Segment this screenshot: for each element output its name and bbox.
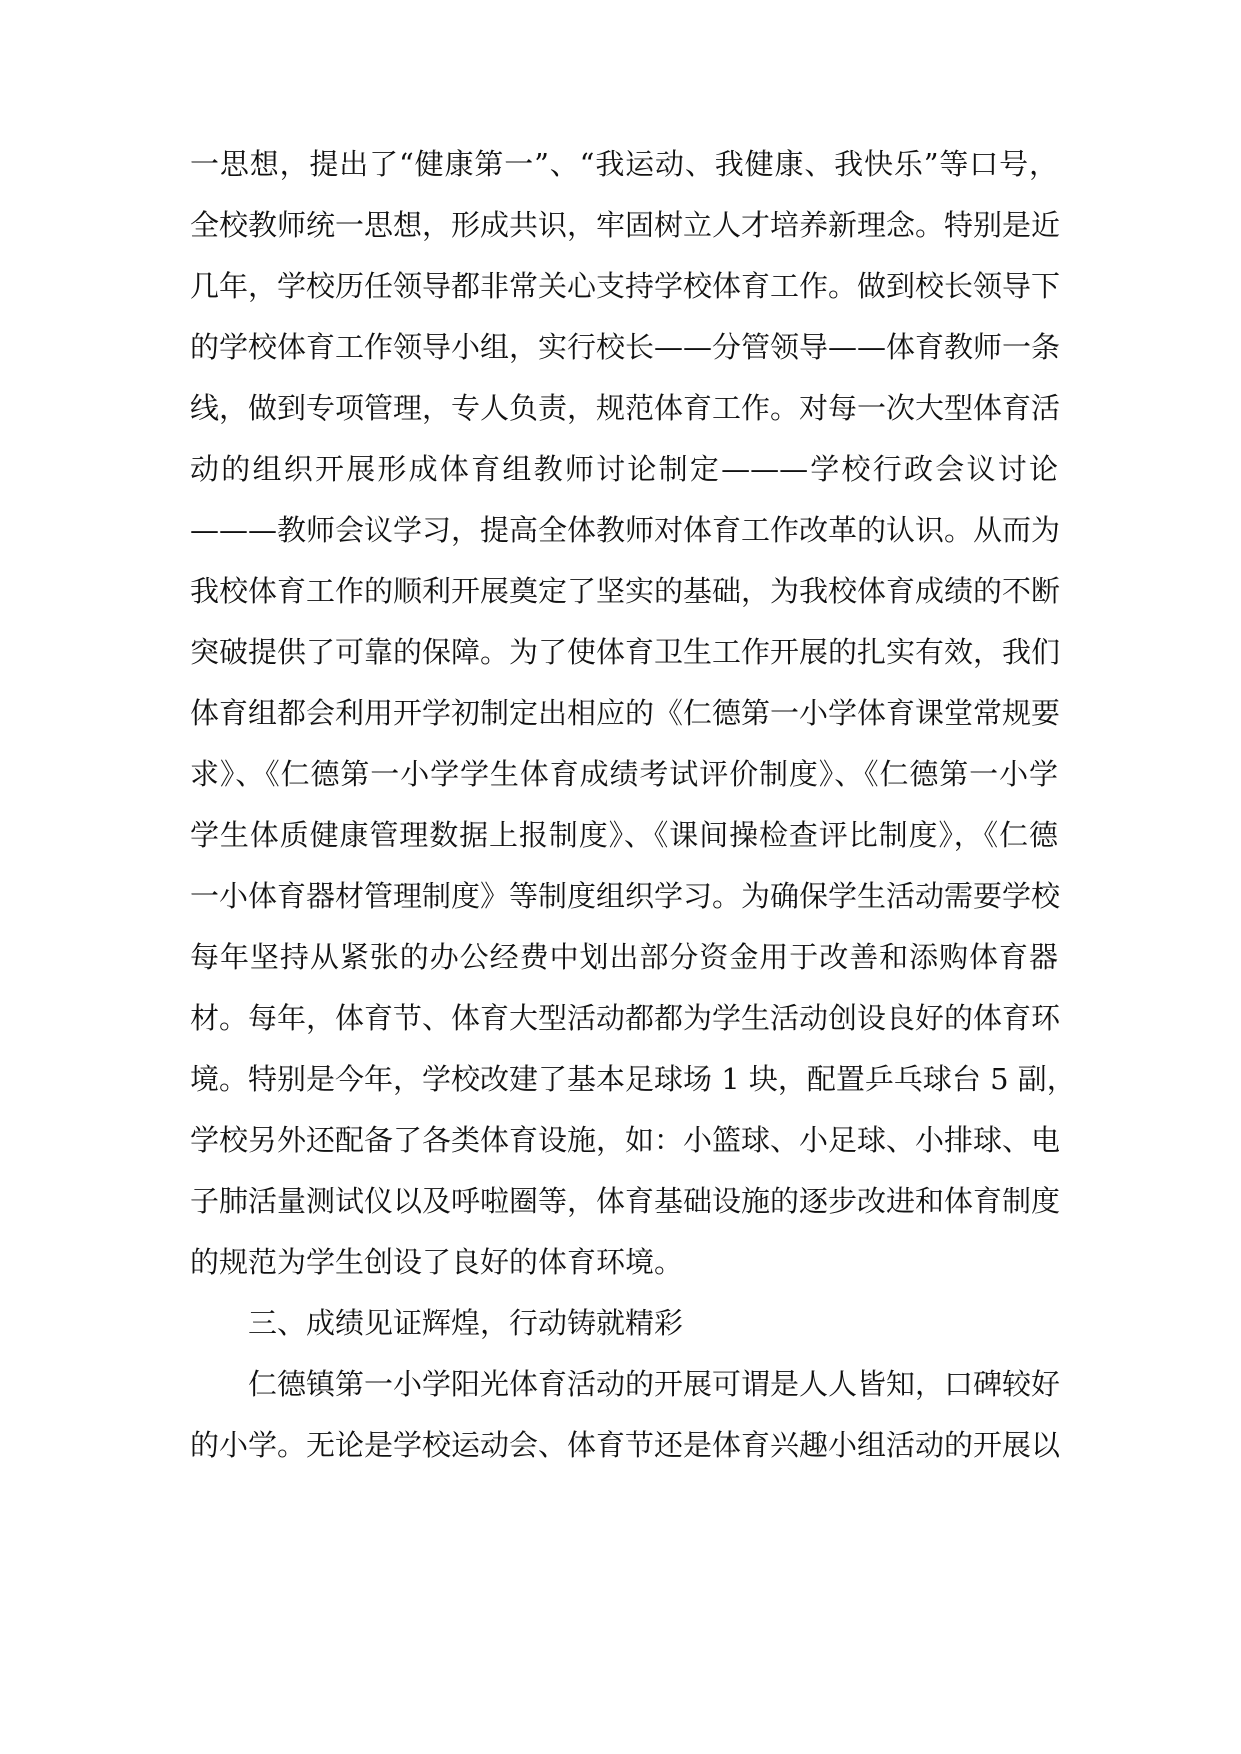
text-line: 一思想，提出了“健康第一”、“我运动、我健康、我快乐”等口号， (190, 147, 1058, 181)
text-line: 学校另外还配备了各类体育设施，如：小篮球、小足球、小排球、电 (190, 1123, 1061, 1157)
text-line: 的学校体育工作领导小组，实行校长——分管领导——体育教师一条 (190, 330, 1061, 364)
text-line: 全校教师统一思想，形成共识，牢固树立人才培养新理念。特别是近 (190, 208, 1061, 242)
text-line: 突破提供了可靠的保障。为了使体育卫生工作开展的扎实有效，我们 (190, 635, 1061, 669)
text-line: 子肺活量测试仪以及呼啦圈等，体育基础设施的逐步改进和体育制度 (190, 1184, 1061, 1218)
text-line: 体育组都会利用开学初制定出相应的《仁德第一小学体育课堂常规要 (190, 696, 1061, 730)
text-line: 我校体育工作的顺利开展奠定了坚实的基础，为我校体育成绩的不断 (190, 574, 1061, 608)
text-line: ———教师会议学习，提高全体教师对体育工作改革的认识。从而为 (190, 513, 1061, 547)
text-line: 仁德镇第一小学阳光体育活动的开展可谓是人人皆知，口碑较好 (248, 1367, 1061, 1401)
text-line: 求》、《仁德第一小学学生体育成绩考试评价制度》、《仁德第一小学 (190, 757, 1058, 791)
text-line: 的规范为学生创设了良好的体育环境。 (190, 1245, 684, 1279)
text-line: 境。特别是今年，学校改建了基本足球场 1 块，配置乒乓球台 5 副， (190, 1062, 1076, 1096)
text-line: 几年，学校历任领导都非常关心支持学校体育工作。做到校长领导下 (190, 269, 1061, 303)
text-line: 材。每年，体育节、体育大型活动都都为学生活动创设良好的体育环 (190, 1001, 1061, 1035)
text-line: 学生体质健康管理数据上报制度》、《课间操检查评比制度》，《仁德 (190, 818, 1058, 852)
text-line: 动的组织开展形成体育组教师讨论制定———学校行政会议讨论 (190, 452, 1058, 486)
text-line: 线，做到专项管理，专人负责，规范体育工作。对每一次大型体育活 (190, 391, 1061, 425)
text-line: 的小学。无论是学校运动会、体育节还是体育兴趣小组活动的开展以 (190, 1428, 1061, 1462)
text-line: 一小体育器材管理制度》等制度组织学习。为确保学生活动需要学校 (190, 879, 1061, 913)
section-heading: 三、成绩见证辉煌，行动铸就精彩 (248, 1306, 684, 1340)
text-line: 每年坚持从紧张的办公经费中划出部分资金用于改善和添购体育器 (190, 940, 1058, 974)
